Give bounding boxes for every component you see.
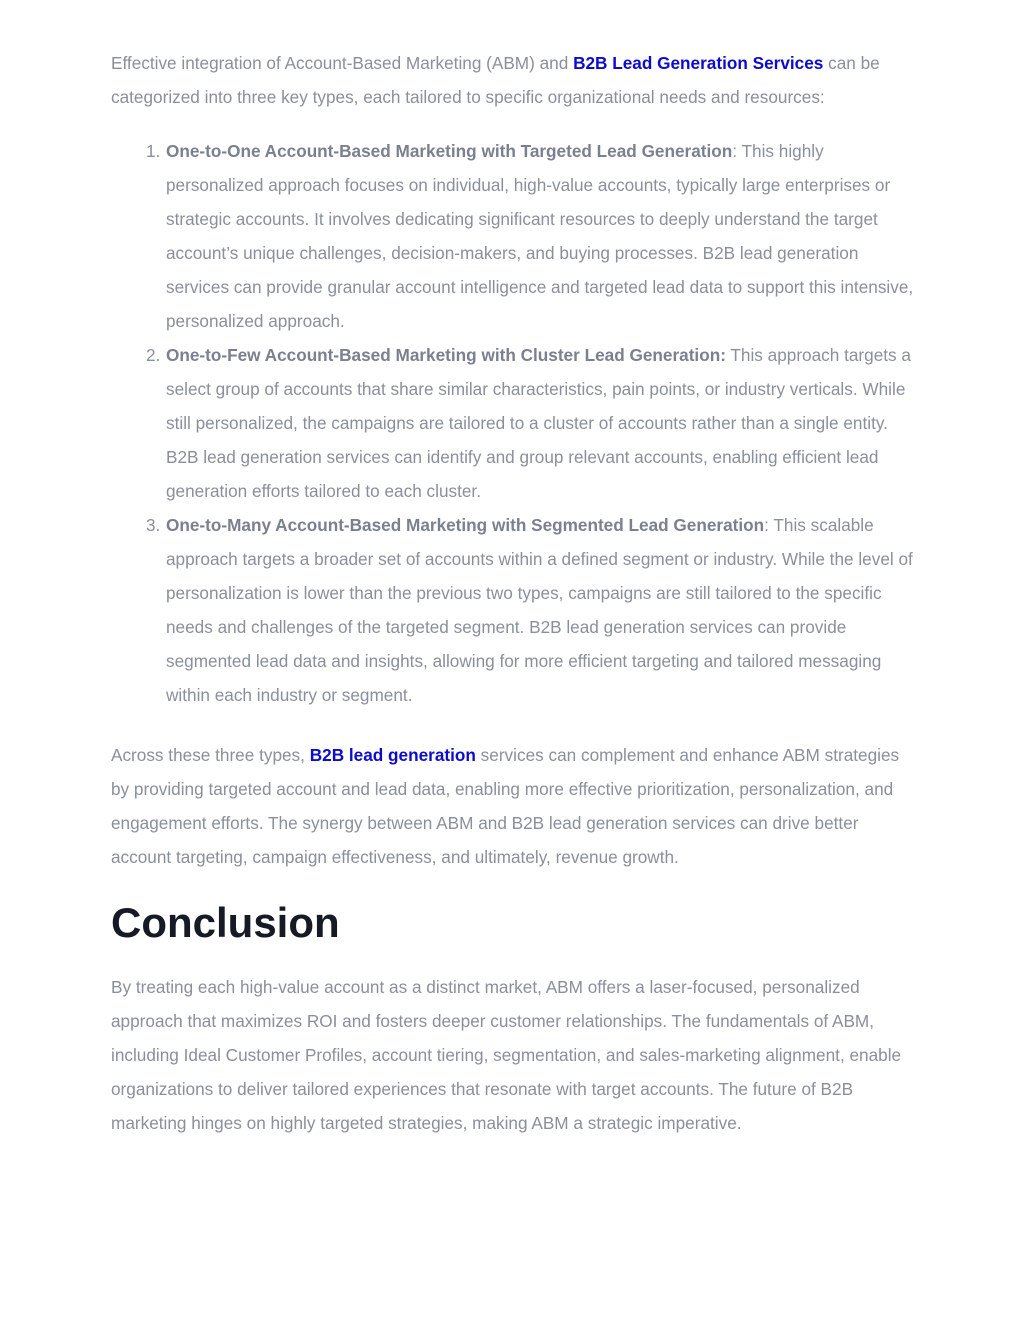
intro-text-before: Effective integration of Account-Based Marketing (ABM) and xyxy=(111,53,574,73)
list-item-number: 2. xyxy=(146,345,161,365)
summary-text-after: services can complement and enhance ABM strategies by providing targeted account and lead data, enabling more effective prioritization, personalization, and engagement efforts. The synergy between ABM and B2B lead generation services can drive better account targeting, campaign effectiveness, and ultimately, revenue growth. xyxy=(111,745,900,867)
list-item xyxy=(146,508,916,712)
list-item-body: : This highly personalized approach focuses on individual, high-value accounts, typically large enterprises or strategic accounts. It involves dedicating significant resources to deeply understand the target account’s unique challenges, decision-makers, and buying processes. B2B lead generation services can provide granular account intelligence and targeted lead data to support this intensive, personalized approach. xyxy=(166,141,914,331)
intro-text-after: can be categorized into three key types, each tailored to specific organizational needs and resources: xyxy=(111,53,880,107)
list-item-body: : This scalable approach targets a broader set of accounts within a defined segment or industry. While the level of personalization is lower than the previous two types, campaigns are still tailored to the specific needs and challenges of the targeted segment. B2B lead generation services can provide segmented lead data and insights, allowing for more efficient targeting and tailored messaging within each industry or segment. xyxy=(166,515,913,705)
list-item-number: 3. xyxy=(146,515,161,535)
abm-types-list xyxy=(111,134,916,712)
list-item-title: One-to-Many Account-Based Marketing with Segmented Lead Generation xyxy=(166,515,765,535)
summary-text-before: Across these three types, xyxy=(111,745,310,765)
intro-paragraph xyxy=(111,46,916,114)
list-item-number: 1. xyxy=(146,141,161,161)
list-item-title: One-to-One Account-Based Marketing with Targeted Lead Generation xyxy=(166,141,733,161)
list-item xyxy=(146,338,916,508)
b2b-lead-generation-services-link[interactable]: B2B Lead Generation Services xyxy=(573,53,824,73)
conclusion-paragraph: By treating each high-value account as a distinct market, ABM offers a laser-focused, personalized approach that maximizes ROI and fosters deeper customer relationships. The fundamentals of ABM, including Ideal Customer Profiles, account tiering, segmentation, and sales-marketing alignment, enable organizations to deliver tailored experiences that resonate with target accounts. The future of B2B marketing hinges on highly targeted strategies, making ABM a strategic imperative. xyxy=(111,977,902,1133)
list-item-body: This approach targets a select group of accounts that share similar characteristics, pain points, or industry verticals. While still personalized, the campaigns are tailored to a cluster of accounts rather than a single entity. B2B lead generation services can identify and group relevant accounts, enabling efficient lead generation efforts tailored to each cluster. xyxy=(166,345,911,501)
list-item xyxy=(146,134,916,338)
list-item-title: One-to-Few Account-Based Marketing with Cluster Lead Generation: xyxy=(166,345,726,365)
summary-paragraph xyxy=(111,738,916,874)
article-content xyxy=(111,46,916,1140)
b2b-lead-generation-link[interactable]: B2B lead generation xyxy=(309,745,476,765)
conclusion-heading: Conclusion xyxy=(111,899,340,946)
